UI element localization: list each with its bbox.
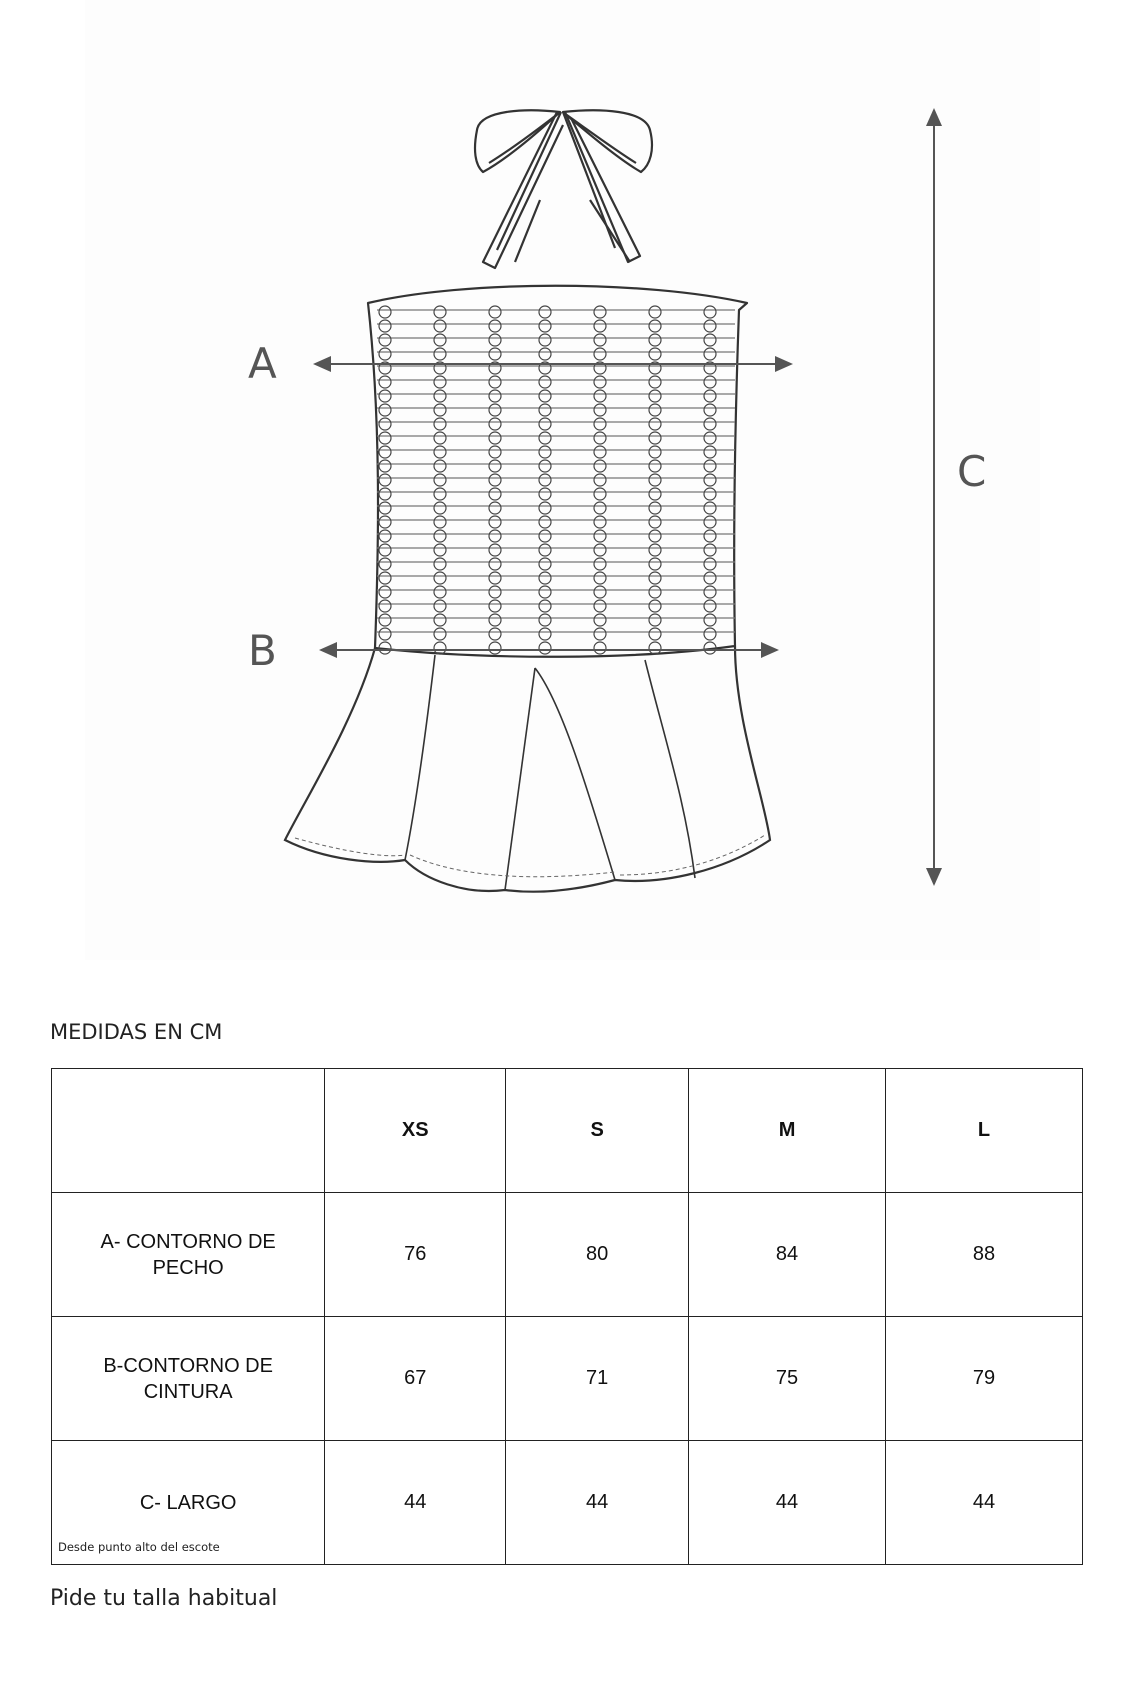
smocking-pattern [377,306,735,654]
table-cell: 75 [689,1317,886,1441]
table-row [52,1441,1083,1565]
table-cell: 76 [325,1193,506,1317]
size-chart-table [51,1068,1083,1565]
table-cell: 44 [886,1441,1083,1565]
row-label-text: A- CONTORNO DE PECHO [100,1230,276,1279]
row-label-length [52,1441,325,1565]
footer-note: Pide tu talla habitual [50,1586,278,1611]
header-size-m: M [689,1069,886,1193]
units-caption: MEDIDAS EN CM [50,1020,223,1044]
table-cell: 79 [886,1317,1083,1441]
table-cell: 67 [325,1317,506,1441]
header-size-l: L [886,1069,1083,1193]
row-label-chest [52,1193,325,1317]
table-cell: 44 [325,1441,506,1565]
table-cell: 84 [689,1193,886,1317]
table-cell: 44 [506,1441,689,1565]
label-a: A [248,339,277,388]
label-b: B [248,626,277,675]
table-cell: 44 [689,1441,886,1565]
row-label-text: B-CONTORNO DE CINTURA [103,1354,273,1403]
garment-diagram [85,0,1040,960]
label-c: C [957,447,987,496]
header-size-xs: XS [325,1069,506,1193]
header-row [52,1069,1083,1193]
table-cell: 71 [506,1317,689,1441]
halter-peplum-top-illustration [85,0,1040,960]
header-empty [52,1069,325,1193]
table-cell: 80 [506,1193,689,1317]
table-row [52,1317,1083,1441]
header-size-s: S [506,1069,689,1193]
row-label-waist [52,1317,325,1441]
row-label-text: C- LARGO [139,1491,237,1514]
length-note: Desde punto alto del escote [58,1540,220,1554]
table-row [52,1193,1083,1317]
table-cell: 88 [886,1193,1083,1317]
